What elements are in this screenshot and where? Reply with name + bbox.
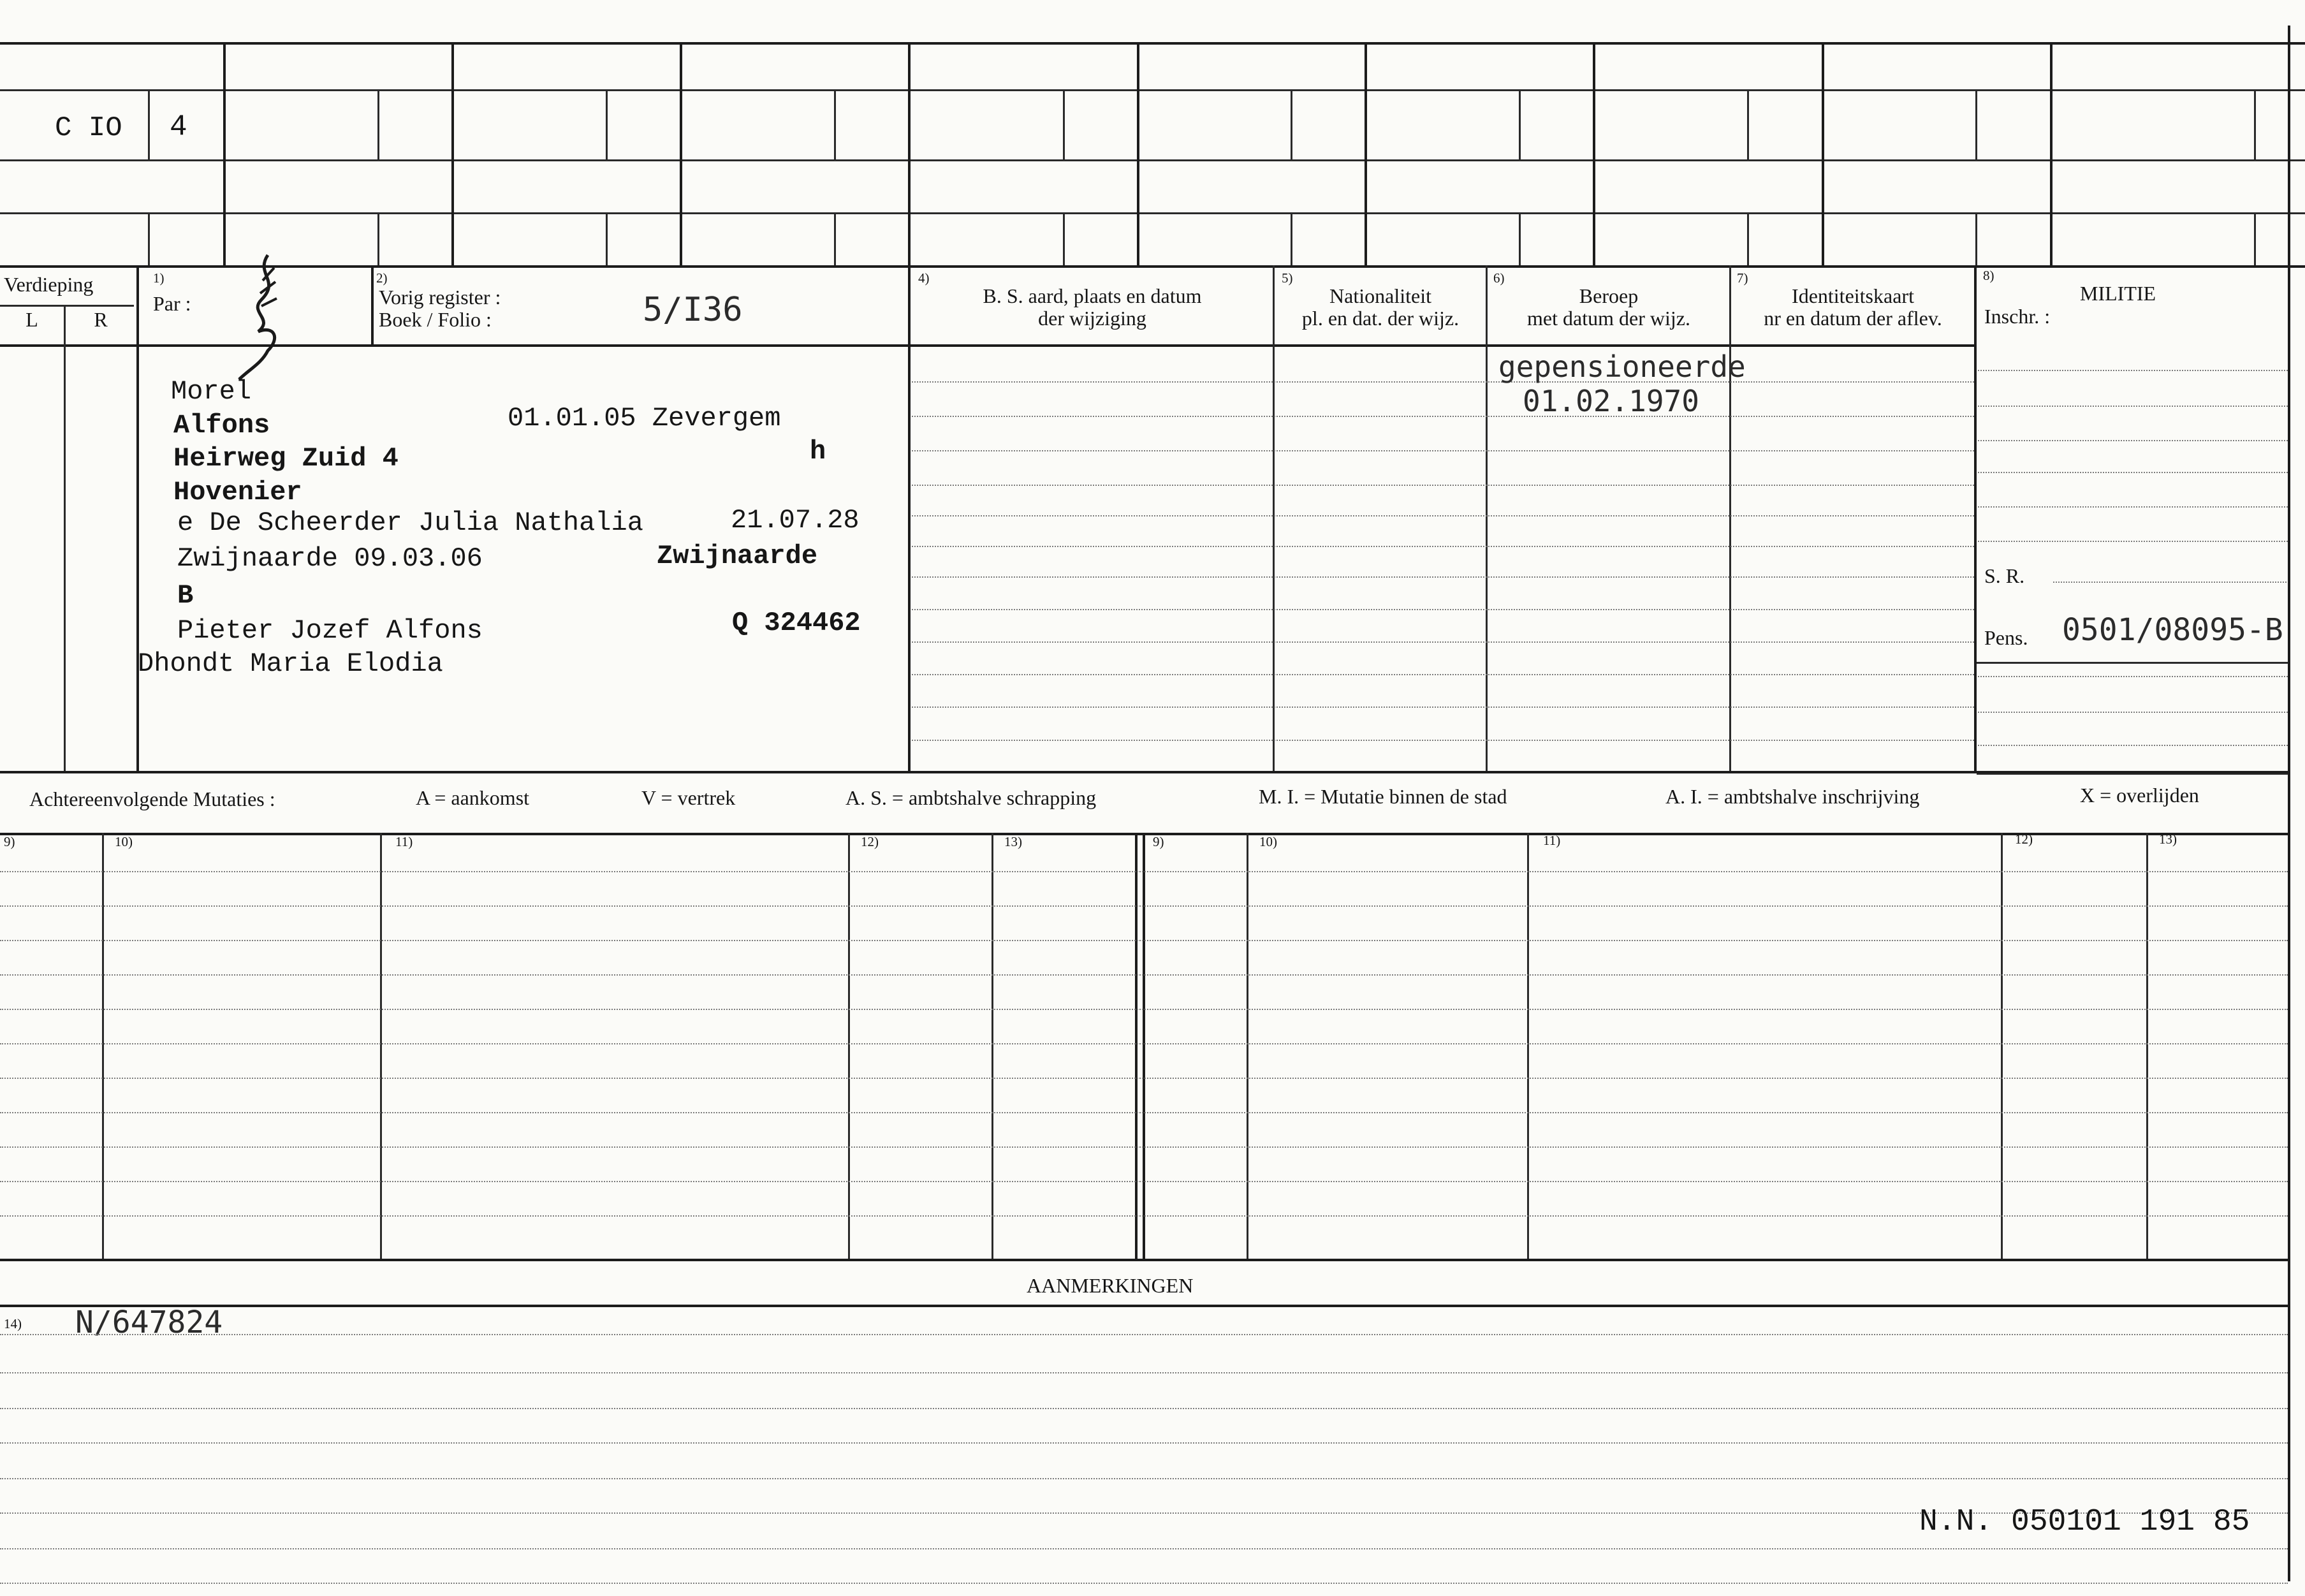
mut-col xyxy=(992,833,993,1259)
mut-row-line xyxy=(0,1078,2288,1079)
entry-line xyxy=(912,740,1974,741)
mut-num: 9) xyxy=(1153,834,1164,849)
grid-subdivider xyxy=(1747,89,1749,159)
beroep-value: gepensioneerde xyxy=(1498,349,1746,384)
grid-subdivider xyxy=(606,89,608,159)
id-number: Q 324462 xyxy=(732,608,861,638)
sr-label: S. R. xyxy=(1984,564,2025,587)
col4-heading-2: der wijziging xyxy=(1038,307,1146,330)
grid-subdivider xyxy=(606,212,608,265)
father: Pieter Jozef Alfons xyxy=(177,615,483,646)
militie-line xyxy=(1978,472,2288,473)
militie-line xyxy=(1978,506,2288,508)
address: Heirweg Zuid 4 xyxy=(173,443,399,474)
militie-rule xyxy=(1977,662,2288,664)
grid-subdivider xyxy=(1975,89,1977,159)
spouse-place: Zwijnaarde 09.03.06 xyxy=(177,543,483,574)
grid-subdivider xyxy=(1747,212,1749,265)
pens-value: 0501/08095-B xyxy=(2062,612,2283,648)
col-divider-5 xyxy=(1273,265,1275,771)
grid-divider xyxy=(1822,42,1824,265)
entry-line xyxy=(912,706,1974,708)
mut-col xyxy=(1143,833,1145,1259)
beroep-date: 01.02.1970 xyxy=(1523,384,1699,418)
mut-row-line xyxy=(0,871,2288,872)
header-top-rule xyxy=(0,265,2305,268)
mut-num: 13) xyxy=(1004,834,1022,849)
aanmerkingen-number: 14) xyxy=(4,1316,22,1331)
mut-row-line xyxy=(0,1009,2288,1010)
mut-col xyxy=(1247,833,1248,1259)
militie-line xyxy=(1978,440,2288,441)
col-divider-par xyxy=(136,265,139,771)
militie-line xyxy=(1978,406,2288,407)
col6-number: 6) xyxy=(1493,270,1505,286)
grid-subdivider xyxy=(2254,89,2256,159)
mutaties-top-rule xyxy=(0,771,2288,773)
remark-line xyxy=(0,1548,2288,1549)
entry-line xyxy=(912,609,1974,610)
aanmerkingen-rule xyxy=(0,1305,2288,1307)
grid-subdivider xyxy=(1291,89,1292,159)
code-vertrek: V = vertrek xyxy=(641,786,736,809)
l-label: L xyxy=(26,308,38,331)
remark-line xyxy=(0,1583,2288,1584)
remark-line xyxy=(0,1478,2288,1479)
grid-subdivider xyxy=(148,89,150,159)
mut-col xyxy=(2001,833,2003,1259)
mut-col xyxy=(848,833,850,1259)
code-letters: C IO xyxy=(55,112,122,144)
occupation: Hovenier xyxy=(173,477,302,508)
militie-line xyxy=(1978,676,2288,677)
entry-line xyxy=(912,485,1974,486)
mut-num: 12) xyxy=(2015,831,2033,847)
mut-col xyxy=(102,833,104,1259)
grid-rule xyxy=(0,159,2305,161)
top-border xyxy=(0,42,2305,45)
mut-num: 11) xyxy=(395,834,413,849)
entry-line xyxy=(912,416,1974,417)
mut-num: 12) xyxy=(861,834,879,849)
mut-row-line xyxy=(0,940,2288,941)
mut-col xyxy=(1135,833,1138,1259)
col6-heading-1: Beroep xyxy=(1579,284,1639,307)
grid-subdivider xyxy=(1519,89,1521,159)
mut-row-line xyxy=(0,905,2288,907)
grid-subdivider xyxy=(834,89,836,159)
col5-heading-1: Nationaliteit xyxy=(1329,284,1431,307)
col7-heading-1: Identiteitskaart xyxy=(1792,284,1914,307)
grid-divider xyxy=(451,42,454,265)
col-divider-vorig xyxy=(371,265,374,344)
col-divider-8 xyxy=(1974,265,1977,771)
grid-divider xyxy=(223,42,226,265)
nationality: B xyxy=(177,580,194,611)
remark-line xyxy=(0,1408,2288,1409)
surname: Morel xyxy=(171,376,252,407)
entry-line xyxy=(912,450,1974,451)
mut-row-line xyxy=(0,1043,2288,1044)
mother: Dhondt Maria Elodia xyxy=(138,648,443,679)
boek-label: Boek / Folio : xyxy=(379,308,492,331)
mut-num: 13) xyxy=(2159,831,2177,847)
code-ambtshalve-schrapping: A. S. = ambtshalve schrapping xyxy=(845,786,1097,809)
lr-rule xyxy=(0,305,134,307)
mut-row-line xyxy=(0,1112,2288,1113)
code-aankomst: A = aankomst xyxy=(416,786,530,809)
aanmerkingen-title: AANMERKINGEN xyxy=(1027,1274,1194,1297)
grid-divider xyxy=(2050,42,2053,265)
sr-line xyxy=(2053,582,2287,583)
pens-label: Pens. xyxy=(1984,626,2028,649)
grid-subdivider xyxy=(377,212,379,265)
first-name: Alfons xyxy=(173,410,270,441)
col-divider-6 xyxy=(1486,265,1488,771)
grid-rule xyxy=(0,212,2305,214)
remark-line xyxy=(0,1334,2288,1335)
militie-line xyxy=(1978,745,2288,746)
grid-divider xyxy=(680,42,682,265)
r-label: R xyxy=(94,308,108,331)
code-overlijden: X = overlijden xyxy=(2080,784,2199,807)
entry-line xyxy=(912,546,1974,547)
birth-date-place: 01.01.05 Zevergem xyxy=(508,403,781,434)
remark-line xyxy=(0,1442,2288,1444)
grid-subdivider xyxy=(2254,212,2256,265)
mut-num: 10) xyxy=(1259,834,1277,849)
grid-subdivider xyxy=(834,212,836,265)
grid-subdivider xyxy=(1063,212,1065,265)
col6-heading-2: met datum der wijz. xyxy=(1527,307,1690,330)
col8-number: 8) xyxy=(1983,268,1994,283)
militie-line xyxy=(1978,541,2288,542)
marker-h: h xyxy=(810,436,826,467)
col4-heading-1: B. S. aard, plaats en datum xyxy=(983,284,1202,307)
par-number: 1) xyxy=(153,270,165,286)
right-edge xyxy=(2288,26,2290,1581)
col5-heading-2: pl. en dat. der wijz. xyxy=(1301,307,1460,330)
grid-subdivider xyxy=(1975,212,1977,265)
verdieping-label: Verdieping xyxy=(4,273,94,296)
mut-row-line xyxy=(0,1181,2288,1182)
mut-col xyxy=(1527,833,1529,1259)
mut-col xyxy=(2146,833,2148,1259)
mutaties-table-bottom xyxy=(0,1259,2288,1261)
national-number: N.N. 050101 191 85 xyxy=(1919,1505,2250,1539)
mut-num: 9) xyxy=(4,834,15,849)
spouse-birth-date: 21.07.28 xyxy=(731,505,860,536)
grid-rule xyxy=(0,89,2305,91)
grid-subdivider xyxy=(148,212,150,265)
grid-subdivider xyxy=(1519,212,1521,265)
entry-line xyxy=(912,641,1974,643)
grid-divider xyxy=(1593,42,1595,265)
grid-subdivider xyxy=(377,89,379,159)
spouse-place-2: Zwijnaarde xyxy=(657,541,818,571)
col-divider-7 xyxy=(1729,265,1731,771)
mut-row-line xyxy=(0,1146,2288,1148)
code-mutatie-binnen-stad: M. I. = Mutatie binnen de stad xyxy=(1259,785,1507,808)
spouse: e De Scheerder Julia Nathalia xyxy=(177,508,643,538)
grid-divider xyxy=(908,42,911,265)
col7-heading-2: nr en datum der aflev. xyxy=(1764,307,1942,330)
par-label: Par : xyxy=(153,292,191,315)
col-divider-4 xyxy=(908,265,911,771)
col4-number: 4) xyxy=(918,270,930,286)
code-number: 4 xyxy=(170,110,187,143)
mut-row-line xyxy=(0,974,2288,976)
vorig-number: 2) xyxy=(376,270,388,286)
entry-line xyxy=(912,576,1974,578)
vorig-label: Vorig register : xyxy=(379,286,501,309)
grid-subdivider xyxy=(1291,212,1292,265)
entry-line xyxy=(912,515,1974,516)
col8-heading: MILITIE xyxy=(2080,282,2156,305)
grid-subdivider xyxy=(1063,89,1065,159)
remark-line xyxy=(0,1372,2288,1373)
code-ambtshalve-inschrijving: A. I. = ambtshalve inschrijving xyxy=(1665,785,1920,808)
aanmerkingen-value: N/647824 xyxy=(75,1305,223,1340)
mutaties-title: Achtereenvolgende Mutaties : xyxy=(29,787,275,810)
col-divider-lr xyxy=(64,305,66,771)
militie-line xyxy=(1978,370,2288,371)
grid-divider xyxy=(1137,42,1139,265)
entry-line xyxy=(912,674,1974,675)
militie-line xyxy=(1978,712,2288,713)
mut-row-line xyxy=(0,1215,2288,1217)
col5-number: 5) xyxy=(1282,270,1293,286)
entry-line xyxy=(912,381,1974,383)
mut-num: 10) xyxy=(115,834,133,849)
boek-value: 5/I36 xyxy=(643,291,743,329)
grid-divider xyxy=(1365,42,1367,265)
col7-number: 7) xyxy=(1737,270,1748,286)
mut-col xyxy=(380,833,382,1259)
mut-num: 11) xyxy=(1543,833,1561,848)
inschr-label: Inschr. : xyxy=(1984,305,2051,328)
